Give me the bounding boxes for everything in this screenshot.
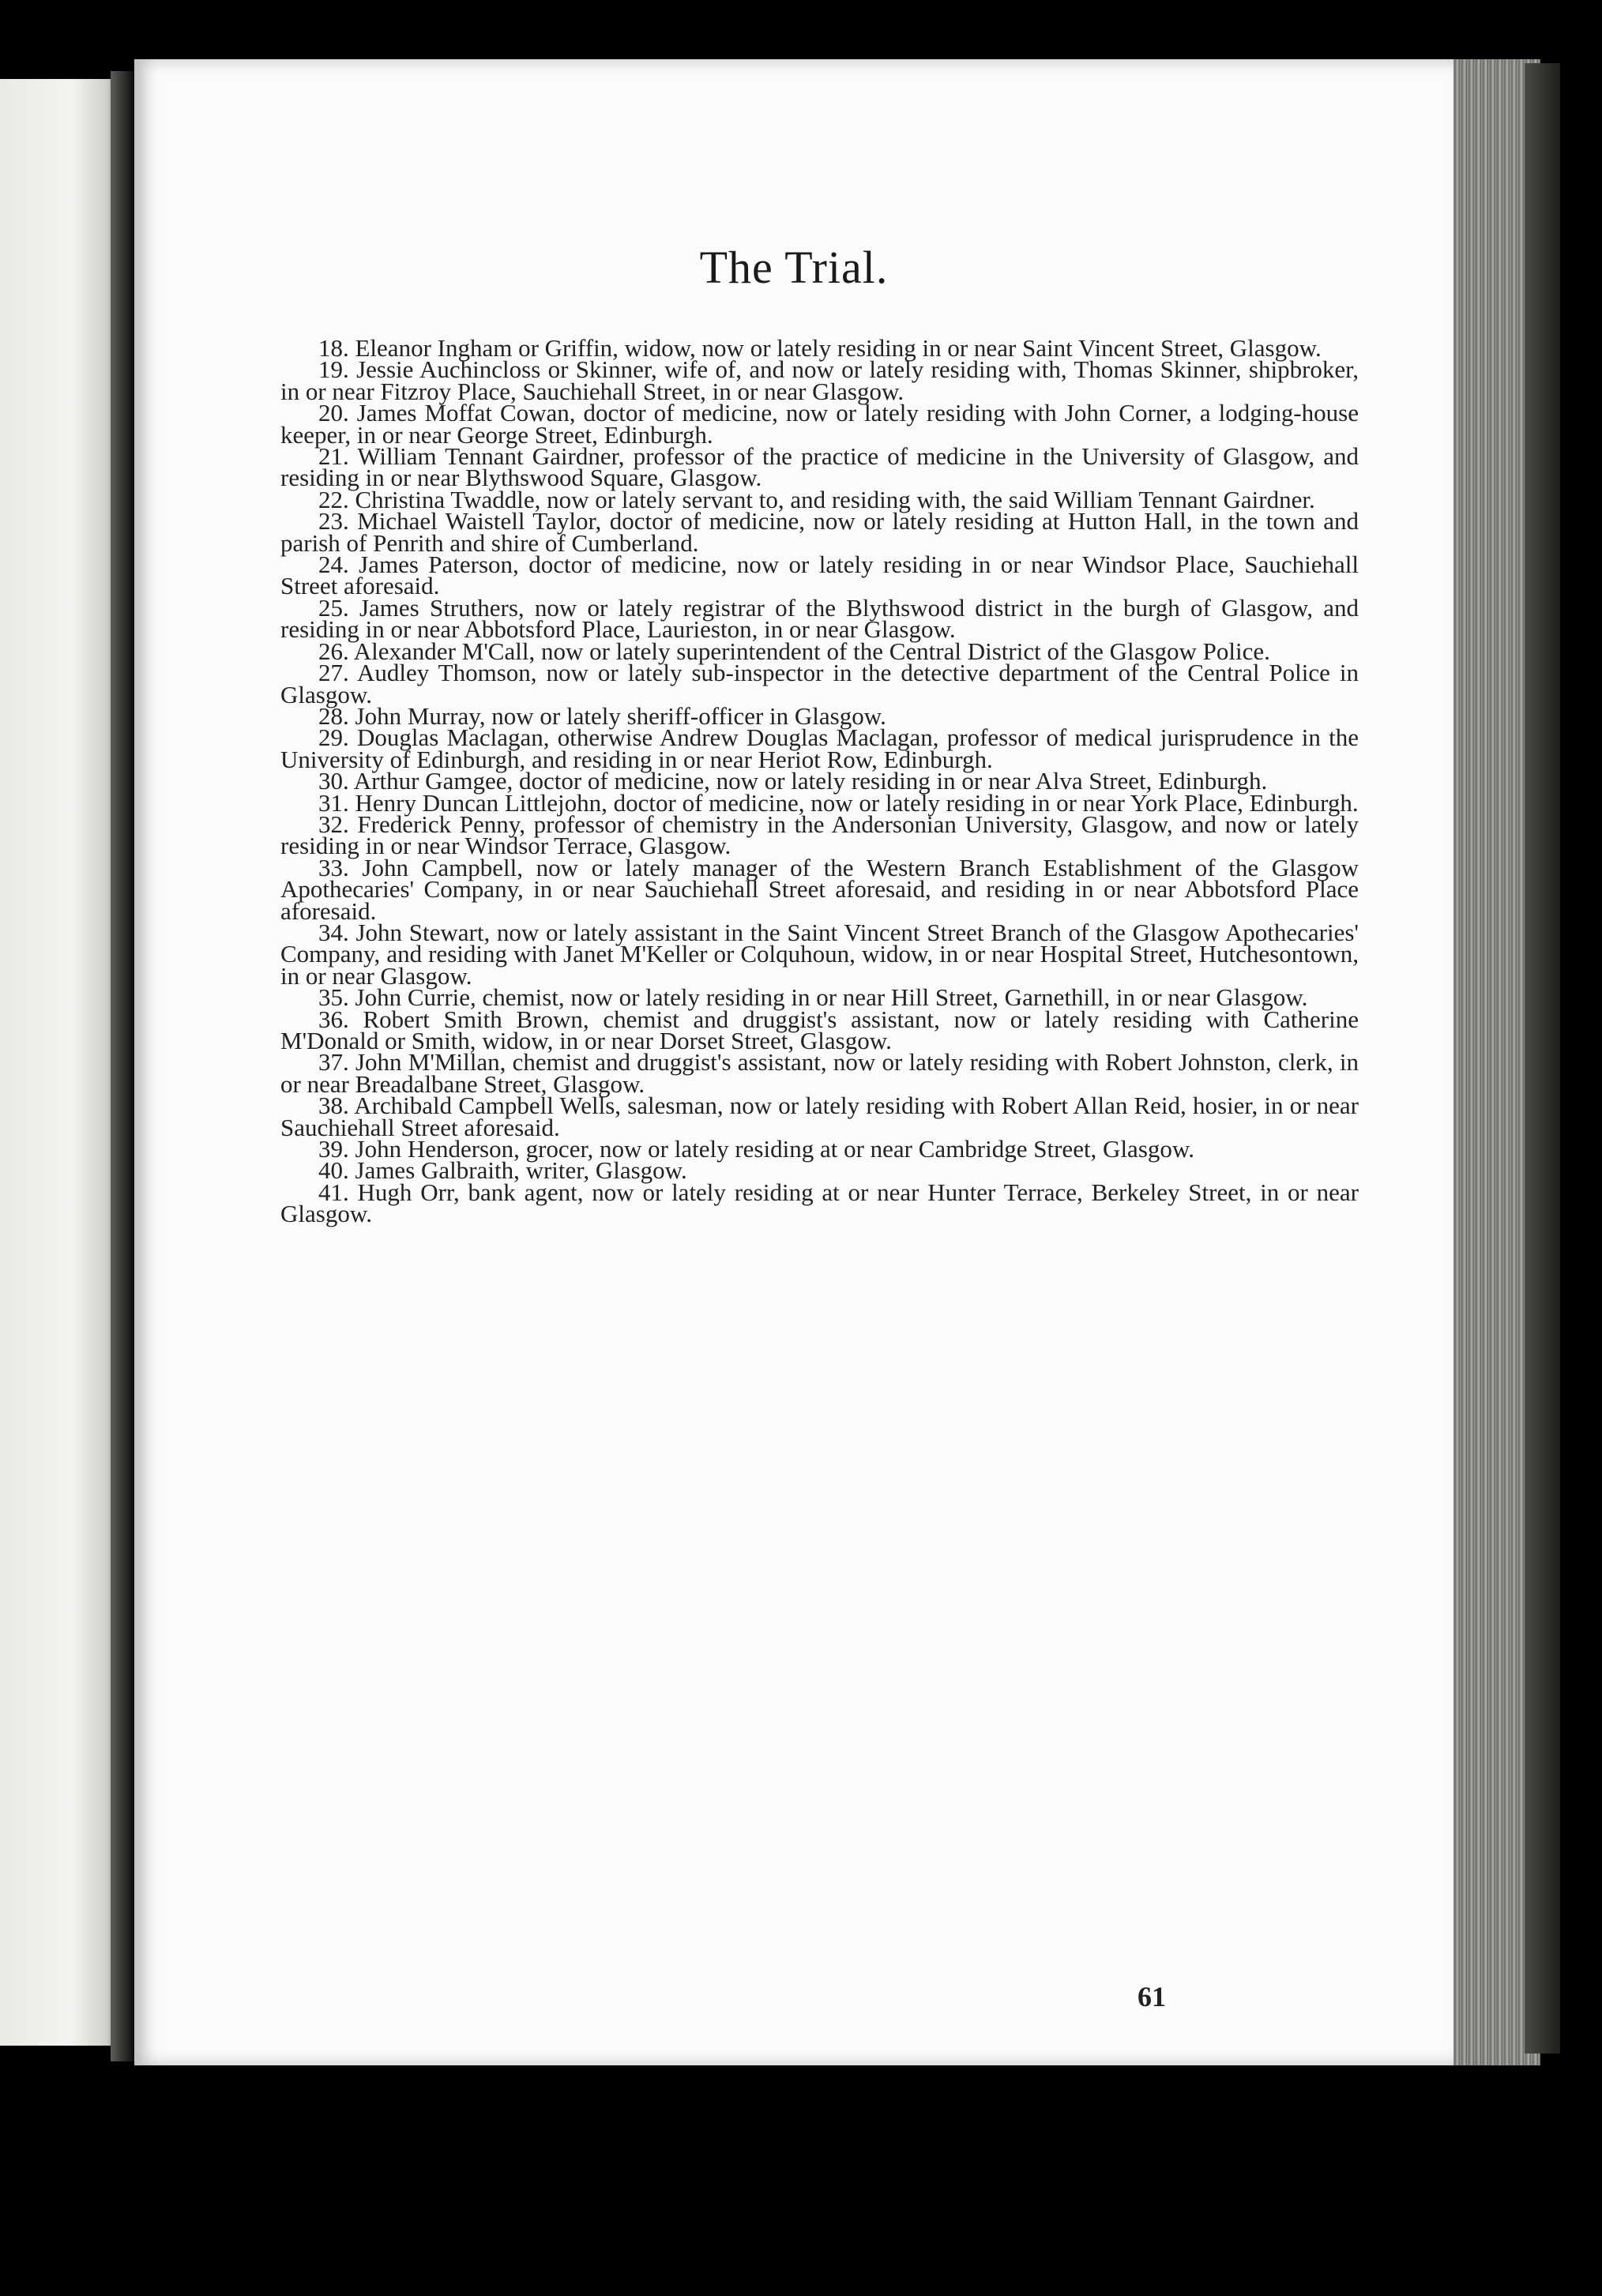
list-item: 20. James Moffat Cowan, doctor of medicine, now or lately residing with John Corner, a lodging-house keeper, in or near George Street, Edinburgh. — [280, 399, 1359, 449]
list-item: 18. Eleanor Ingham or Griffin, widow, now or lately residing in or near Saint Vincent Street, Glasgow. — [318, 334, 1322, 362]
witness-list — [280, 334, 1359, 1228]
list-item: 40. James Galbraith, writer, Glasgow. — [318, 1156, 687, 1185]
list-item: 26. Alexander M'Call, now or lately superintendent of the Central District of the Glasgow Police. — [318, 637, 1270, 665]
list-item: 21. William Tennant Gairdner, professor of the practice of medicine in the University of Glasgow, and residing in or near Blythswood Square, Glasgow. — [280, 442, 1359, 492]
list-item: 37. John M'Millan, chemist and druggist's assistant, now or lately residing with Robert Johnston, clerk, in or near Breadalbane Street, Glasgow. — [280, 1048, 1359, 1098]
book-cover-edge — [1525, 63, 1560, 2054]
page-title: The Trial. — [699, 242, 889, 293]
list-item: 36. Robert Smith Brown, chemist and druggist's assistant, now or lately residing with Catherine M'Donald or Smith, widow, in or near Dorset Street, Glasgow. — [280, 1005, 1359, 1054]
list-item: 31. Henry Duncan Littlejohn, doctor of medicine, now or lately residing in or near York Place, Edinburgh. — [318, 788, 1359, 817]
list-item: 25. James Struthers, now or lately registrar of the Blythswood district in the burgh of Glasgow, and residing in or near Abbotsford Place, Laurieston, in or near Glasgow. — [280, 593, 1359, 644]
list-item: 28. John Murray, now or lately sheriff-officer in Glasgow. — [318, 701, 886, 730]
list-item: 34. John Stewart, now or lately assistant in the Saint Vincent Street Branch of the Glasgow Apothecaries' Company, and residing with Janet M'Keller or Colquhoun, widow, in or near Hospital Street, Hutchesontown, in or near Glasgow. — [280, 918, 1359, 990]
list-item: 35. John Currie, chemist, now or lately residing in or near Hill Street, Garnethill, in or near Glasgow. — [318, 983, 1308, 1012]
book-page — [134, 59, 1453, 2065]
list-item: 30. Arthur Gamgee, doctor of medicine, now or lately residing in or near Alva Street, Edinburgh. — [318, 767, 1268, 795]
page-number: 61 — [1138, 1981, 1166, 2012]
list-item: 33. John Campbell, now or lately manager of the Western Branch Establishment of the Glasgow Apothecaries' Company, in or near Sauchiehall Street aforesaid, and residing in or near Abbotsford Place aforesaid. — [280, 853, 1359, 925]
list-item: 22. Christina Twaddle, now or lately servant to, and residing with, the said William Tennant Gairdner. — [318, 485, 1315, 513]
list-item: 29. Douglas Maclagan, otherwise Andrew Douglas Maclagan, professor of medical jurisprudence in the University of Edinburgh, and residing in or near Heriot Row, Edinburgh. — [280, 723, 1359, 773]
list-item: 32. Frederick Penny, professor of chemistry in the Andersonian University, Glasgow, and now or lately residing in or near Windsor Terrace, Glasgow. — [280, 810, 1359, 860]
facing-page-edge — [0, 79, 118, 2046]
list-item: 24. James Paterson, doctor of medicine, now or lately residing in or near Windsor Place, Sauchiehall Street aforesaid. — [280, 551, 1359, 600]
list-item: 38. Archibald Campbell Wells, salesman, now or lately residing with Robert Allan Reid, hosier, in or near Sauchiehall Street aforesaid. — [280, 1092, 1359, 1141]
list-item: 41. Hugh Orr, bank agent, now or lately residing at or near Hunter Terrace, Berkeley Street, in or near Glasgow. — [280, 1178, 1359, 1228]
list-item: 39. John Henderson, grocer, now or lately residing at or near Cambridge Street, Glasgow. — [318, 1135, 1195, 1163]
list-item: 27. Audley Thomson, now or lately sub-inspector in the detective department of the Central Police in Glasgow. — [280, 659, 1359, 708]
list-item: 23. Michael Waistell Taylor, doctor of medicine, now or lately residing at Hutton Hall, in the town and parish of Penrith and shire of Cumberland. — [280, 507, 1359, 557]
list-item: 19. Jessie Auchincloss or Skinner, wife of, and now or lately residing with, Thomas Skinner, shipbroker, in or near Fitzroy Place, Sauchiehall Street, in or near Glasgow. — [280, 355, 1359, 405]
